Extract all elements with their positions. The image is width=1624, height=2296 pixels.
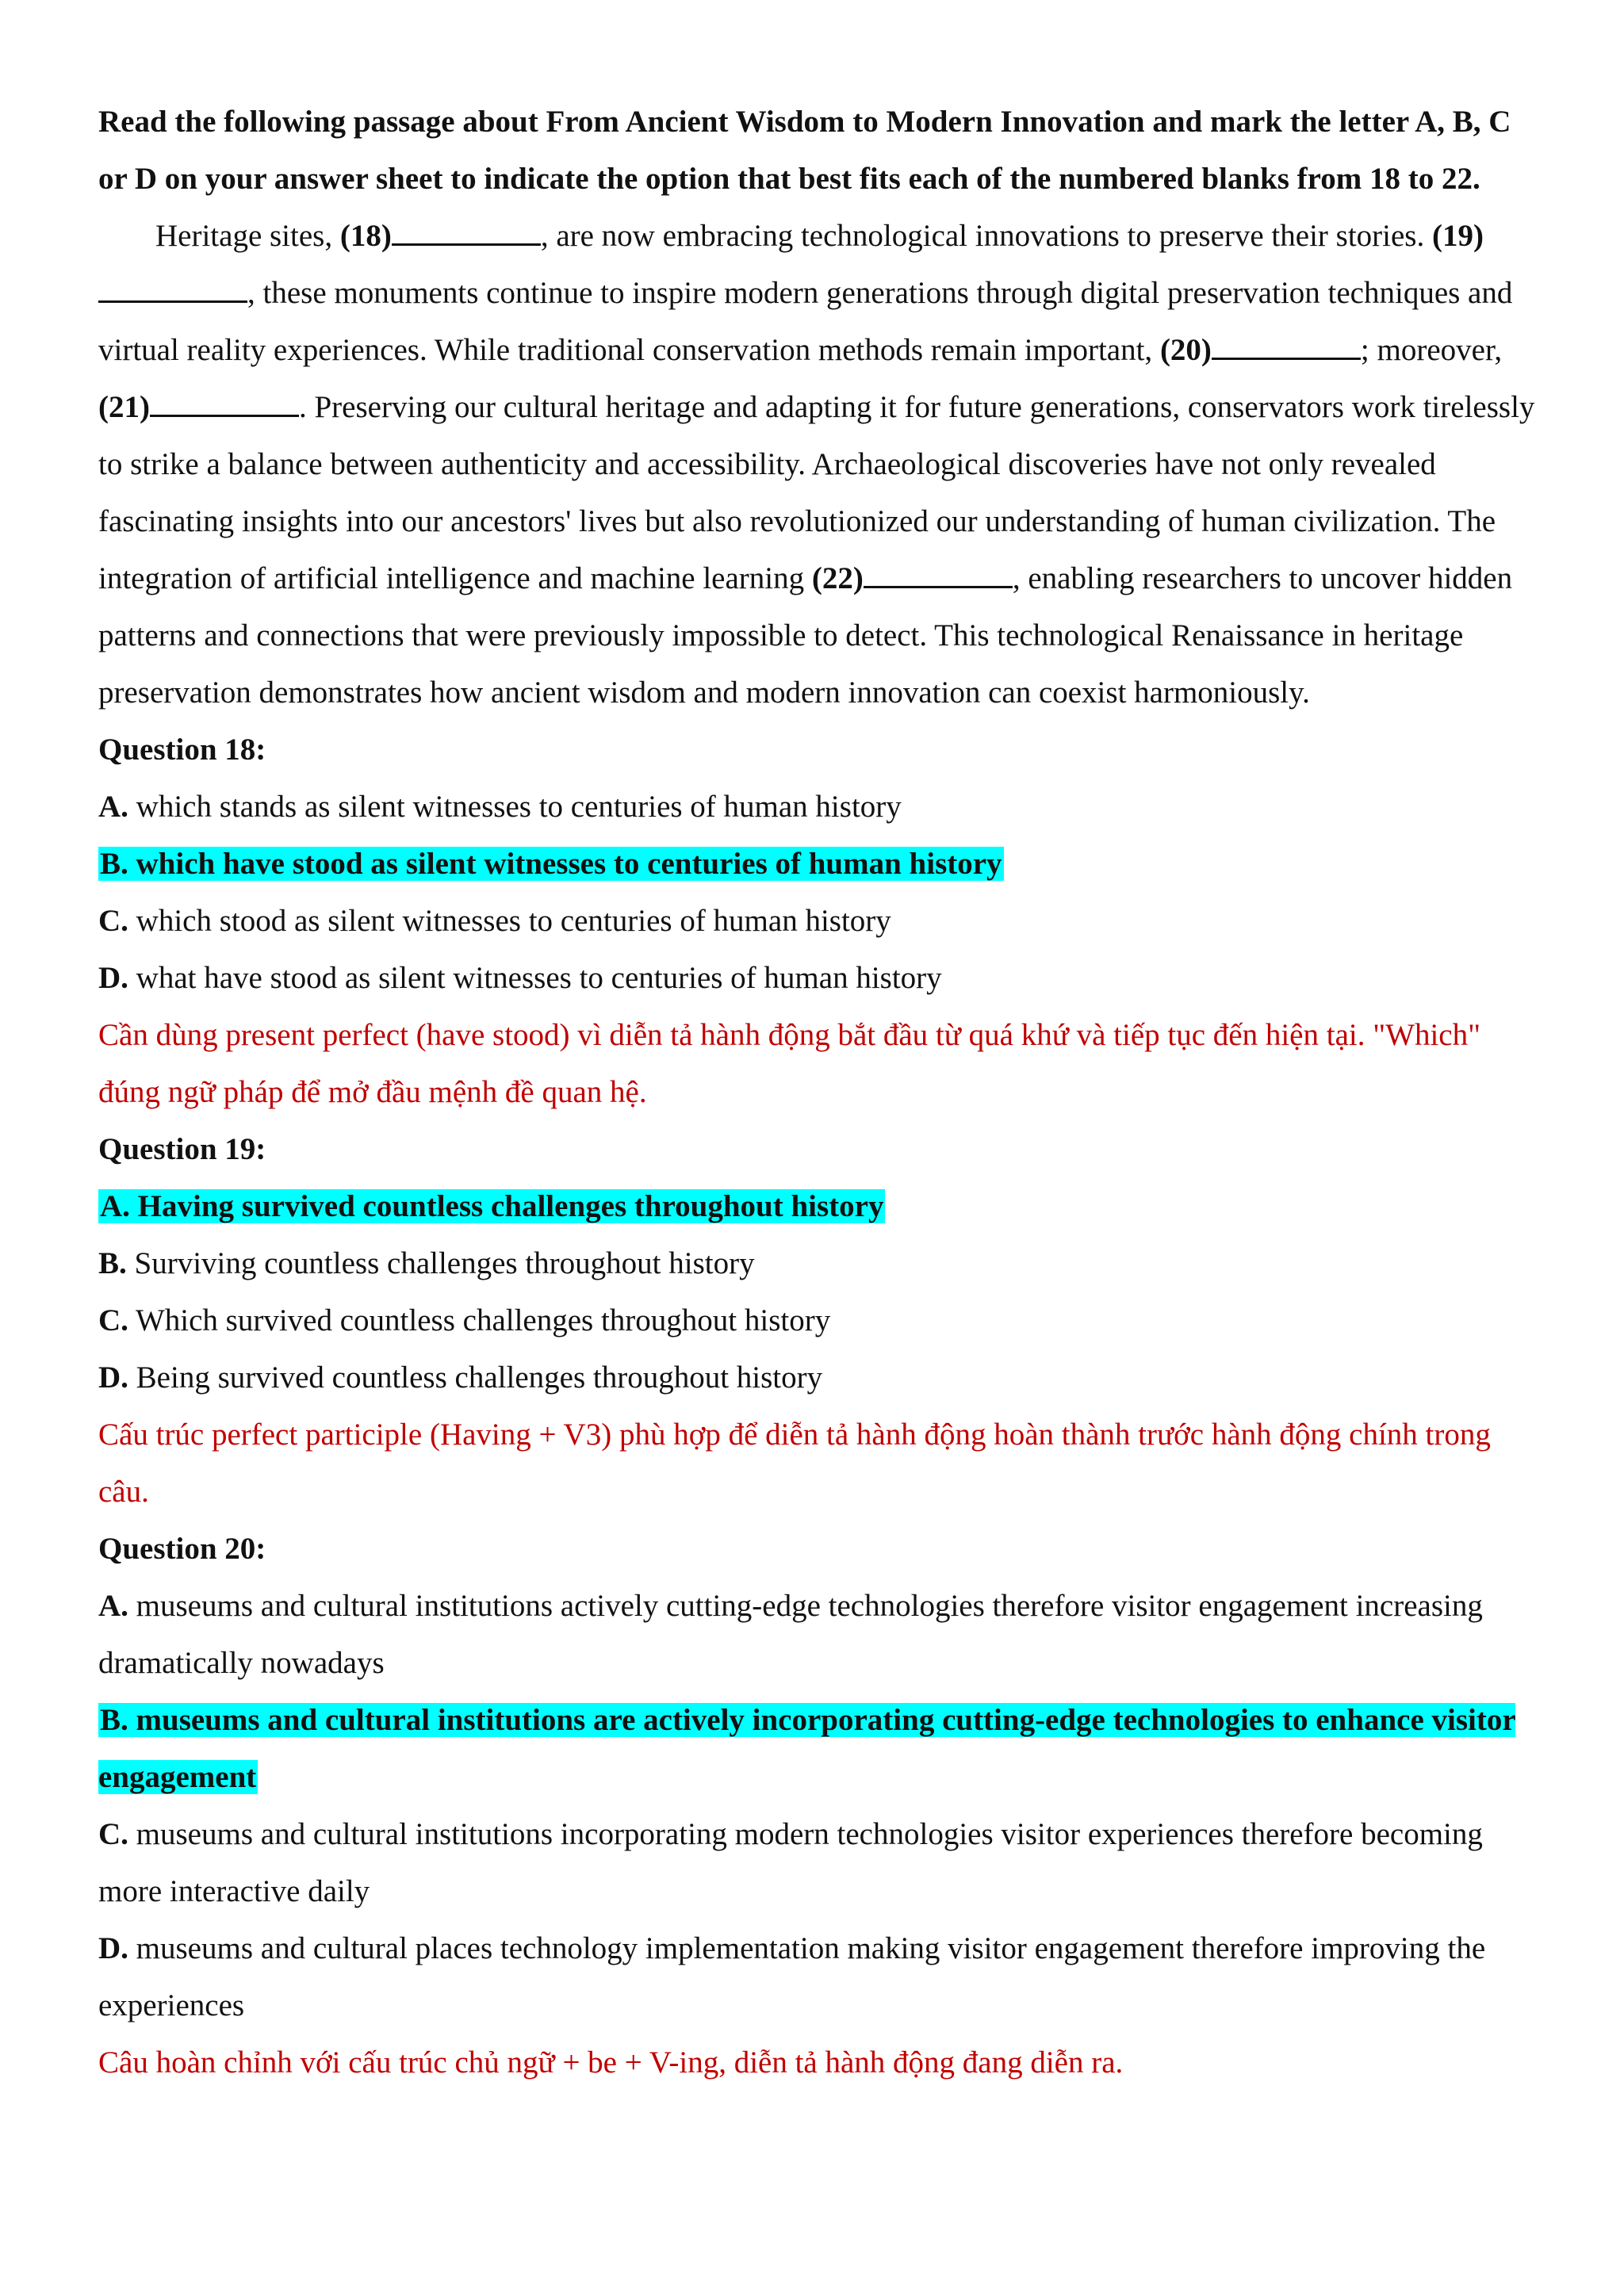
- option-letter: A.: [100, 1189, 130, 1223]
- option-letter: B.: [98, 1246, 127, 1280]
- blank-20-number: (20): [1159, 333, 1212, 367]
- question-20-option-a: [98, 1578, 1542, 1692]
- option-letter: A.: [98, 1589, 128, 1623]
- passage-text-6: , enabling researchers to uncover hidden patterns and connections that were previously impossible to detect. This technological Renaissance in heritage preservation demonstrates how ancient wisdom and modern innovation can coexist harmoniously.: [98, 561, 1513, 710]
- document-page: [98, 94, 1542, 2091]
- question-20-option-c: [98, 1806, 1542, 1920]
- option-letter: D.: [98, 1360, 128, 1395]
- option-text: museums and cultural places technology implementation making visitor engagement therefore improving the experiences: [98, 1931, 1486, 2022]
- passage-text-3: , these monuments continue to inspire modern generations through digital preservation techniques and virtual reality experiences. While traditional conservation methods remain important,: [98, 276, 1513, 367]
- option-letter: A.: [98, 790, 128, 824]
- option-text: Being survived countless challenges throughout history: [136, 1360, 823, 1395]
- option-letter: C.: [98, 904, 128, 938]
- question-19-option-c: [98, 1292, 1542, 1349]
- question-18-explanation: Cần dùng present perfect (have stood) vì diễn tả hành động bắt đầu từ quá khứ và tiếp tục đến hiện tại. "Which" đúng ngữ pháp để mở đầu mệnh đề quan hệ.: [98, 1018, 1481, 1109]
- passage-text-1: Heritage sites,: [155, 219, 340, 253]
- option-letter: C.: [98, 1303, 128, 1337]
- question-19-explanation: Cấu trúc perfect participle (Having + V3) phù hợp để diễn tả hành động hoàn thành trước hành động chính trong câu.: [98, 1418, 1491, 1509]
- option-text: which stood as silent witnesses to centuries of human history: [136, 904, 891, 938]
- passage-text-2: , are now embracing technological innovations to preserve their stories.: [540, 219, 1432, 253]
- passage: [98, 208, 1542, 721]
- passage-text-5: . Preserving our cultural heritage and adapting it for future generations, conservators work tirelessly to strike a balance between authenticity and accessibility. Archaeological discoveries have not only revealed fascinating insights into our ancestors' lives but also revolutionized our understanding of human civilization. The integration of artificial intelligence and machine learning: [98, 390, 1535, 595]
- option-text: museums and cultural institutions are actively incorporating cutting-edge technologies to enhance visitor engagement: [98, 1703, 1515, 1794]
- instruction: Read the following passage about From Ancient Wisdom to Modern Innovation and mark the letter A, B, C or D on your answer sheet to indicate the option that best fits each of the numbered blanks from 18 to 22.: [98, 105, 1511, 196]
- question-19-title: Question 19:: [98, 1132, 266, 1166]
- question-18-option-a: [98, 779, 1542, 836]
- option-text: which have stood as silent witnesses to centuries of human history: [136, 847, 1002, 881]
- question-18-title: Question 18:: [98, 733, 266, 767]
- question-18-option-c: [98, 893, 1542, 950]
- correct-answer-highlight: [98, 1189, 885, 1223]
- option-text: museums and cultural institutions incorporating modern technologies visitor experiences therefore becoming more interactive daily: [98, 1817, 1483, 1908]
- option-text: which stands as silent witnesses to centuries of human history: [136, 790, 902, 824]
- option-letter: D.: [98, 961, 128, 995]
- option-letter: B.: [100, 1703, 128, 1737]
- option-text: museums and cultural institutions actively cutting-edge technologies therefore visitor engagement increasing dramatically nowadays: [98, 1589, 1483, 1680]
- question-20-option-d: [98, 1920, 1542, 2034]
- question-20-explanation: Câu hoàn chỉnh với cấu trúc chủ ngữ + be + V-ing, diễn tả hành động đang diễn ra.: [98, 2045, 1124, 2080]
- blank-18-number: (18): [339, 219, 392, 253]
- blank-19-number: (19): [1431, 219, 1484, 253]
- question-20-title: Question 20:: [98, 1532, 266, 1566]
- option-text: Surviving countless challenges throughout history: [134, 1246, 755, 1280]
- blank-22-number: (22): [811, 561, 864, 595]
- option-text: Which survived countless challenges throughout history: [135, 1303, 831, 1337]
- passage-text-4: ; moreover,: [1360, 333, 1503, 367]
- question-19-option-b: [98, 1235, 1542, 1292]
- blank-21-number: (21): [98, 390, 150, 424]
- question-19-option-a: [98, 1178, 1542, 1235]
- question-18-option-b: [98, 836, 1542, 893]
- correct-answer-highlight: [98, 1703, 1515, 1794]
- blank-20: [1212, 334, 1361, 360]
- question-18-option-d: [98, 950, 1542, 1007]
- question-20-option-b: [98, 1692, 1542, 1806]
- blank-22: [864, 562, 1013, 588]
- question-19-option-d: [98, 1349, 1542, 1406]
- option-letter: B.: [100, 847, 128, 881]
- blank-18: [392, 220, 541, 246]
- blank-19: [98, 277, 247, 303]
- blank-21: [150, 391, 299, 417]
- option-text: what have stood as silent witnesses to centuries of human history: [136, 961, 942, 995]
- option-letter: C.: [98, 1817, 128, 1851]
- option-letter: D.: [98, 1931, 128, 1965]
- correct-answer-highlight: [98, 847, 1004, 881]
- option-text: Having survived countless challenges throughout history: [137, 1189, 884, 1223]
